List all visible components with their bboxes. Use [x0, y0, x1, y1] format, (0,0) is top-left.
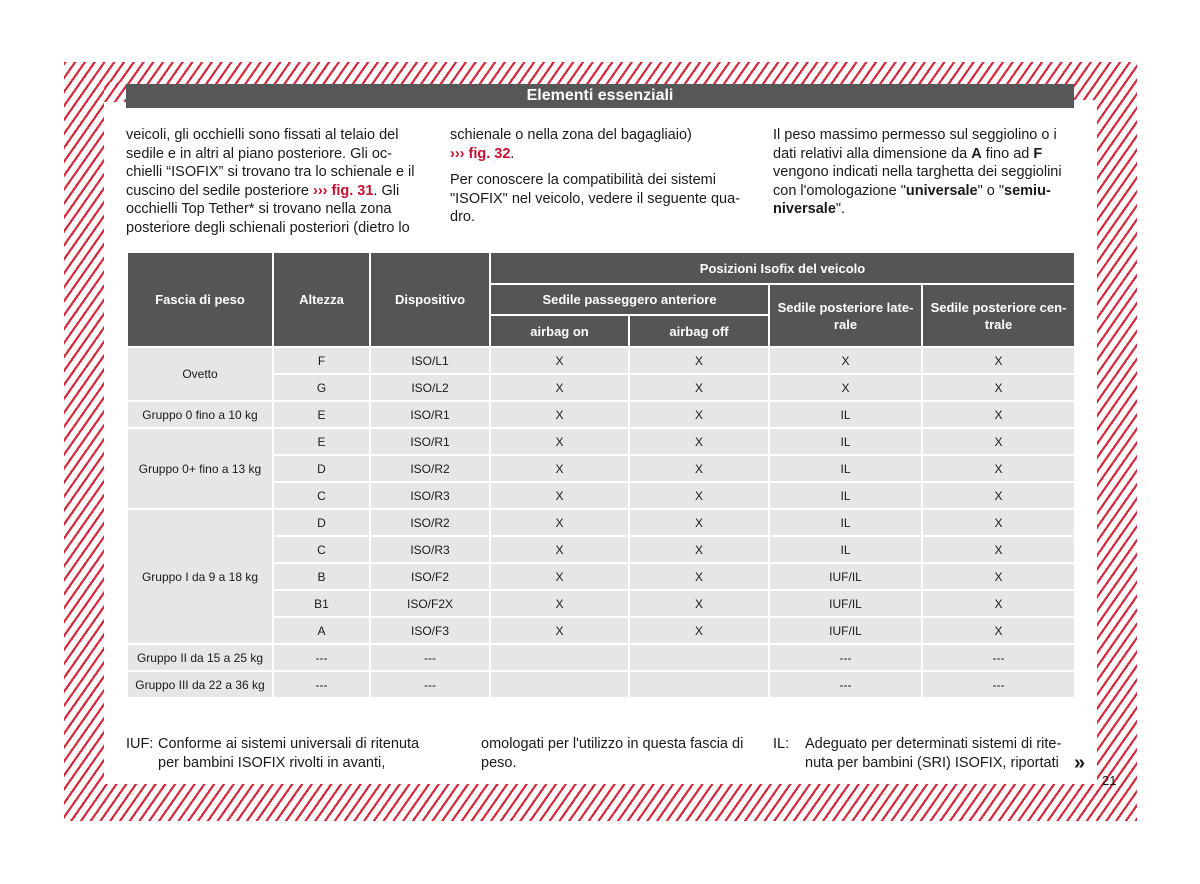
table-cell: ---: [273, 671, 370, 698]
table-cell: X: [629, 455, 769, 482]
header-airbag-on: airbag on: [490, 315, 629, 347]
table-cell: B: [273, 563, 370, 590]
table-cell: X: [490, 428, 629, 455]
footnote-iuf: IUF: Conforme ai sistemi universali di ritenuta per bambini ISOFIX rivolti in avanti,: [126, 736, 420, 771]
table-cell: ---: [769, 644, 922, 671]
table-cell: X: [490, 509, 629, 536]
table-cell: ISO/R1: [370, 401, 490, 428]
table-cell: ISO/R2: [370, 455, 490, 482]
table-cell: ---: [769, 671, 922, 698]
text-column-3: [773, 126, 1073, 227]
table-cell: IL: [769, 455, 922, 482]
table-cell: X: [922, 428, 1075, 455]
isofix-compatibility-table: [126, 251, 1076, 699]
table-cell: ---: [273, 644, 370, 671]
table-cell: X: [629, 482, 769, 509]
table-cell: X: [490, 563, 629, 590]
paragraph: Per conoscere la compatibilità dei sistemi "ISOFIX" nel veicolo, vedere il seguente quadro.: [450, 172, 740, 225]
table-cell: A: [273, 617, 370, 644]
table-cell: ---: [370, 671, 490, 698]
table-cell: ISO/R1: [370, 428, 490, 455]
table-cell: ISO/R3: [370, 482, 490, 509]
table-row: [127, 347, 1075, 374]
table-cell: F: [273, 347, 370, 374]
table-cell: B1: [273, 590, 370, 617]
table-row: [127, 644, 1075, 671]
table-cell: E: [273, 428, 370, 455]
paragraph: Il peso massimo permesso sul seggiolino o i dati relativi alla dimensione da A fino ad F vengono indicati nella targhetta dei seggiolini con l'omologazione "universale" o "semiuniversale".: [773, 127, 1062, 217]
table-cell: X: [629, 428, 769, 455]
table-cell: [629, 644, 769, 671]
table-cell: C: [273, 536, 370, 563]
footnote-continuation: omologati per l'utilizzo in questa fascia di peso.: [481, 736, 744, 771]
table-cell: X: [769, 374, 922, 401]
table-cell: X: [629, 536, 769, 563]
weight-class-cell: Gruppo I da 9 a 18 kg: [127, 509, 273, 644]
table-cell: X: [922, 347, 1075, 374]
table-row: [127, 428, 1075, 455]
table-cell: X: [490, 536, 629, 563]
table-cell: X: [769, 347, 922, 374]
section-header: Elementi essenziali: [126, 84, 1074, 108]
table-cell: X: [629, 563, 769, 590]
table-row: [127, 509, 1075, 536]
table-cell: X: [629, 590, 769, 617]
table-cell: [490, 671, 629, 698]
table-cell: ISO/F2: [370, 563, 490, 590]
table-cell: IL: [769, 536, 922, 563]
table-cell: X: [922, 401, 1075, 428]
table-cell: X: [629, 401, 769, 428]
table-cell: IL: [769, 482, 922, 509]
table-cell: ISO/L1: [370, 347, 490, 374]
header-posteriore-laterale: Sedile posteriore laterale: [769, 284, 922, 347]
table-cell: [629, 671, 769, 698]
table-body: [127, 347, 1075, 698]
table-cell: G: [273, 374, 370, 401]
table-cell: ---: [370, 644, 490, 671]
table-cell: X: [629, 347, 769, 374]
header-altezza: Altezza: [273, 252, 370, 347]
table-cell: IUF/IL: [769, 563, 922, 590]
table-cell: ISO/R2: [370, 509, 490, 536]
weight-class-cell: Ovetto: [127, 347, 273, 401]
table-row: [127, 671, 1075, 698]
table-cell: D: [273, 455, 370, 482]
paragraph: schienale o nella zona del bagagliaio) ››› fig. 32.: [450, 127, 692, 162]
header-fascia-di-peso: Fascia di peso: [127, 252, 273, 347]
table-cell: ISO/L2: [370, 374, 490, 401]
table-cell: IL: [769, 428, 922, 455]
table-cell: X: [629, 374, 769, 401]
table-cell: IL: [769, 509, 922, 536]
table-cell: ISO/F2X: [370, 590, 490, 617]
table-cell: X: [629, 617, 769, 644]
header-posteriore-centrale: Sedile posteriore centrale: [922, 284, 1075, 347]
table-cell: ISO/F3: [370, 617, 490, 644]
table-cell: X: [922, 617, 1075, 644]
weight-class-cell: Gruppo III da 22 a 36 kg: [127, 671, 273, 698]
table-cell: X: [490, 401, 629, 428]
text-column-2: [450, 126, 742, 235]
figure-reference-link[interactable]: ››› fig. 31: [313, 182, 374, 199]
table-cell: X: [490, 590, 629, 617]
table-cell: ---: [922, 644, 1075, 671]
table-cell: X: [490, 374, 629, 401]
table-cell: IL: [769, 401, 922, 428]
header-dispositivo: Dispositivo: [370, 252, 490, 347]
page-number: 21: [1102, 773, 1117, 788]
table-cell: X: [922, 536, 1075, 563]
table-cell: X: [490, 455, 629, 482]
table-cell: X: [490, 347, 629, 374]
table-cell: X: [922, 563, 1075, 590]
continue-arrow-icon: »: [1074, 752, 1086, 774]
header-posizioni-isofix: Posizioni Isofix del veicolo: [490, 252, 1075, 284]
table-cell: X: [922, 374, 1075, 401]
table-cell: X: [922, 590, 1075, 617]
header-airbag-off: airbag off: [629, 315, 769, 347]
table-cell: ISO/R3: [370, 536, 490, 563]
table-cell: C: [273, 482, 370, 509]
header-sedile-passeggero: Sedile passeggero anteriore: [490, 284, 769, 315]
table-row: [127, 401, 1075, 428]
table-cell: X: [922, 455, 1075, 482]
table-cell: D: [273, 509, 370, 536]
decorative-hatched-notch: [104, 82, 126, 102]
table-cell: E: [273, 401, 370, 428]
table-cell: X: [922, 509, 1075, 536]
table-cell: X: [490, 617, 629, 644]
table-cell: X: [922, 482, 1075, 509]
weight-class-cell: Gruppo II da 15 a 25 kg: [127, 644, 273, 671]
table-cell: X: [629, 509, 769, 536]
text-column-1: [126, 126, 416, 245]
footnote-il: IL: Adeguato per determinati sistemi di ritenuta per bambini (SRI) ISOFIX, riportati: [773, 736, 1062, 771]
paragraph: veicoli, gli occhielli sono fissati al telaio del sedile e in altri al piano posteriore. Gli occhielli “ISOFIX” si trovano tra lo schienale e il cuscino del sedile posteriore ››› fig. 31. Gli occhielli Top Tether* si trovano nella zona posteriore degli schienali posteriori (dietro lo: [126, 127, 415, 236]
weight-class-cell: Gruppo 0+ fino a 13 kg: [127, 428, 273, 509]
table-cell: IUF/IL: [769, 617, 922, 644]
figure-reference-link[interactable]: ››› fig. 32: [450, 145, 511, 162]
table-cell: ---: [922, 671, 1075, 698]
weight-class-cell: Gruppo 0 fino a 10 kg: [127, 401, 273, 428]
table-cell: [490, 644, 629, 671]
table-cell: IUF/IL: [769, 590, 922, 617]
table-cell: X: [490, 482, 629, 509]
